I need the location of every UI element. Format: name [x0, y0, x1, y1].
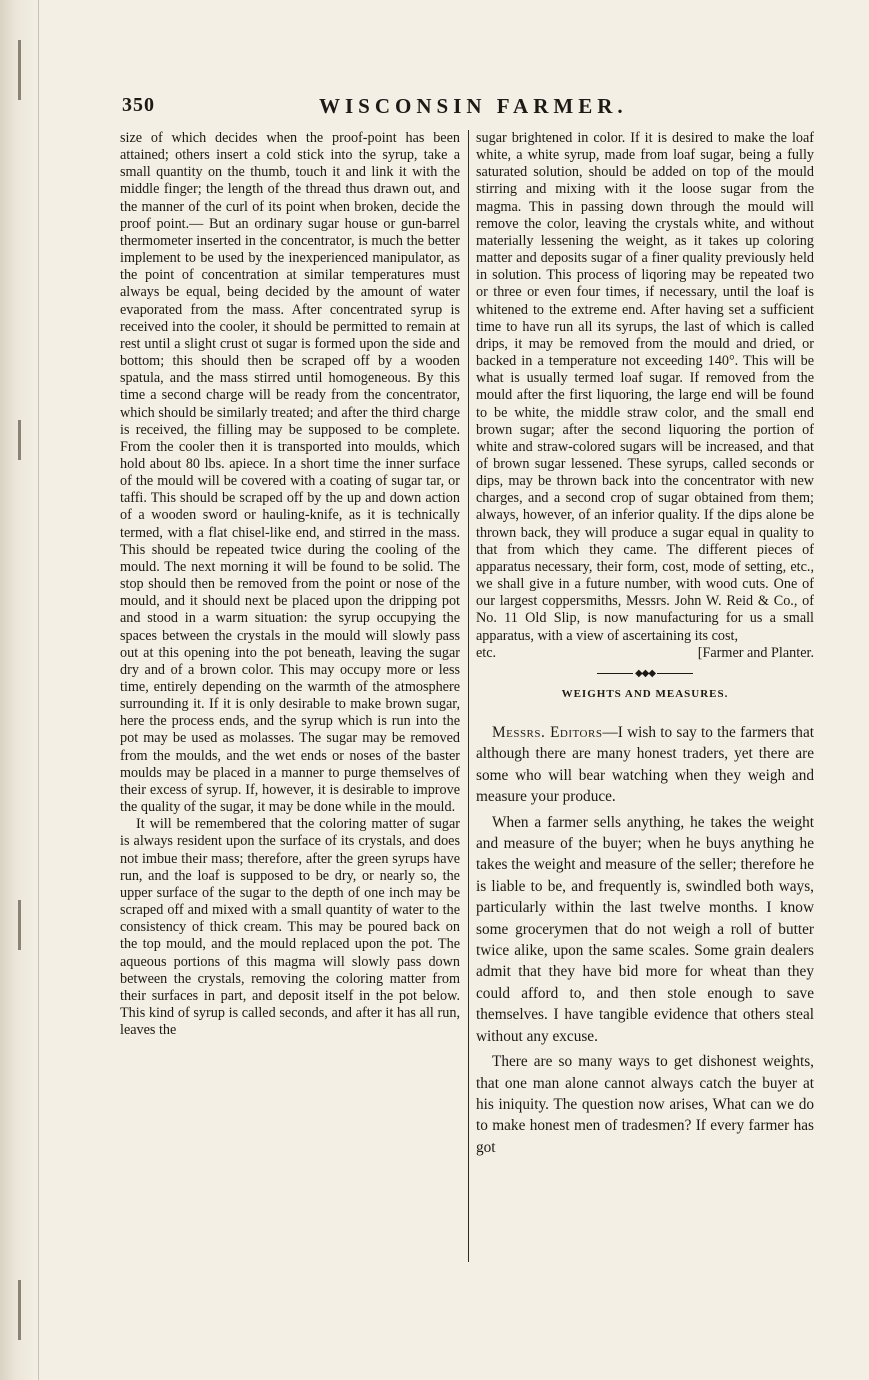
left-paragraph-1: size of which decides when the proof-point has been attained; others insert a cold stick into the syrup, take a small quantity on the thumb, touch it and link it with the middle finger; the length of the thread thus drawn out, and the manner of the curl of its point when broken, decide the proof point.— But an ordinary sugar house or gun-barrel thermometer inserted in the concentrator, is much the better implement to be used by the inexperienced manipulator, as the point of concentration at similar temperatures must always be equal, being decided by the amount of water evaporated from the mass. After concentrated syrup is received into the cooler, it should be permitted to remain at rest until a slight crust ot sugar is formed upon the side and bottom; this should then be scraped off by a wooden spatula, and the mass stirred until homogeneous. By this time a second charge will be ready from the concentrator, which should be similarly treated; and after the third charge is received, the filling may be supposed to be complete. From the cooler then it is transported into moulds, which hold about 80 lbs. apiece. In a short time the inner surface of the mould will be covered with a coating of sugar tar, or taffi. This should be scraped off by the up and down action of a wooden sword or hauling-knife, as it is technically termed, with a flat chisel-like end, and stirred in the mass. This should be repeated twice during the cooling of the mould. The next morning it will be found to be solid. The stop should then be removed from the point or nose of the mould, and it should next be placed upon the dripping pot and stood in a warm situation: the syrup occupying the spaces between the crystals in the mould will slowly pass out at this opening into the pot beneath, leaving the sugar dry and of a brown color. This may occupy more or less time, entirely depending on the warmth of the atmosphere surrounding it. If it is only desirable to make brown sugar, here the process ends, and the syrup which is run into the pot may be used as molasses. The sugar may be removed from the moulds, and the wet ends or noses of the baster moulds may be placed in a manner to purge themselves of their excess of syrup. If, however, it is desirable to improve the quality of the sugar, it may be done while in the mould.	[120, 130, 460, 816]
left-paragraph-2: It will be remembered that the coloring matter of sugar is always resident upon the surface of its crystals, and does not imbue their mass; therefore, after the green syrups have run, and the loaf is supposed to be dry, or nearly so, the upper surface of the sugar to the depth of one inch may be scraped off and mixed with a small quantity of water to the consistency of thick cream. This may be poured back on the top mould, and the mould replaced upon the pot. The aqueous portions of this magma will slowly pass down between the crystals, removing the coloring matter from their surfaces in part, and deposit itself in the pot below. This kind of syrup is called seconds, and after it has all run, leaves the	[120, 816, 460, 1039]
binding-stitch	[18, 420, 21, 460]
ornament-rule	[597, 673, 633, 674]
binding-stitch	[18, 40, 21, 100]
section-title: WEIGHTS AND MEASURES.	[561, 687, 729, 700]
letter-body	[476, 722, 814, 1158]
right-paragraph-1: sugar brightened in color. If it is desired to make the loaf white, a white syrup, made from loaf sugar, being a fully saturated solution, should be added on top of the mould stirring and mixing with it the loose sugar from the magma. This in passing down through the mould will remove the color, leaving the crystals white, and without materially lessening the weight, as it takes up coloring matter and deposits sugar of a finer quality previously held in solution. This process of liqoring may be repeated two or three or even four times, if necessary, until the loaf is whitened to the extreme end. After having set a sufficient time to have run all its syrups, the last of which is called drips, it may be removed from the mould and dried, or backed in a temperature not exceeding 140°. This will be what is usually termed loaf sugar. If removed from the mould after the first liquoring, the large end will be found to be white, the middle straw color, and the small end brown sugar; after the second liquoring the portion of white and straw-colored sugars will be increased, and that of brown sugar lessened. These syrups, called seconds or dips, may be thrown back into the concentrator with new charges, and a second crop of sugar obtained from them; always, however, of an inferior quality. If the dips alone be thrown back, they will produce a sugar equal in quality to that from which they came. The different pieces of apparatus necessary, their form, cost, mode of setting, etc., we shall give in a future number, with wood cuts. One of our largest coppersmiths, Messrs. John W. Reid & Co., of No. 11 Old Slip, is now manufacturing for us a small apparatus, with a view of ascertaining its cost,	[476, 130, 814, 644]
ornament-diamonds: ◆◆◆	[634, 667, 656, 679]
attribution: [Farmer and Planter.	[697, 644, 814, 661]
running-head: WISCONSIN FARMER.	[319, 94, 628, 118]
letter-paragraph-1	[476, 722, 814, 808]
page-header	[122, 94, 822, 124]
letter-paragraph-3: There are so many ways to get dishonest weights, that one man alone cannot always catch the buyer at his iniquity. The question now arises, What can we do to make honest men of tradesmen? If every farmer has got	[476, 1053, 814, 1156]
right-column	[476, 130, 814, 1162]
attribution-line	[476, 645, 814, 662]
binding-stitch	[18, 1280, 21, 1340]
column-divider	[468, 130, 469, 1262]
section-ornament	[476, 668, 814, 680]
attribution-prefix: etc.	[476, 644, 497, 661]
page-binding-edge	[0, 0, 39, 1380]
letter-paragraph-1-text: —I wish to say to the farmers that although there are many honest traders, yet there are some who will bear watching when they weigh and measure your produce.	[476, 724, 814, 806]
left-column	[120, 130, 460, 1039]
ornament-rule	[657, 673, 693, 674]
page-number: 350	[122, 94, 155, 116]
letter-paragraph-2: When a farmer sells anything, he takes the weight and measure of the buyer; when he buys anything he takes the weight and measure of the seller; therefore he is liable to be, and frequently is, swindled both ways, particularly within the last twelve months. I know some grocerymen that do not weigh a roll of butter twice alike, upon the same scales. Some grain dealers admit that they have bid more for wheat than they could afford to, and then stole enough to save themselves. I have tangible evidence that others steal without any excuse.	[476, 813, 814, 1045]
salutation: Messrs. Editors	[492, 724, 603, 741]
binding-stitch	[18, 900, 21, 950]
